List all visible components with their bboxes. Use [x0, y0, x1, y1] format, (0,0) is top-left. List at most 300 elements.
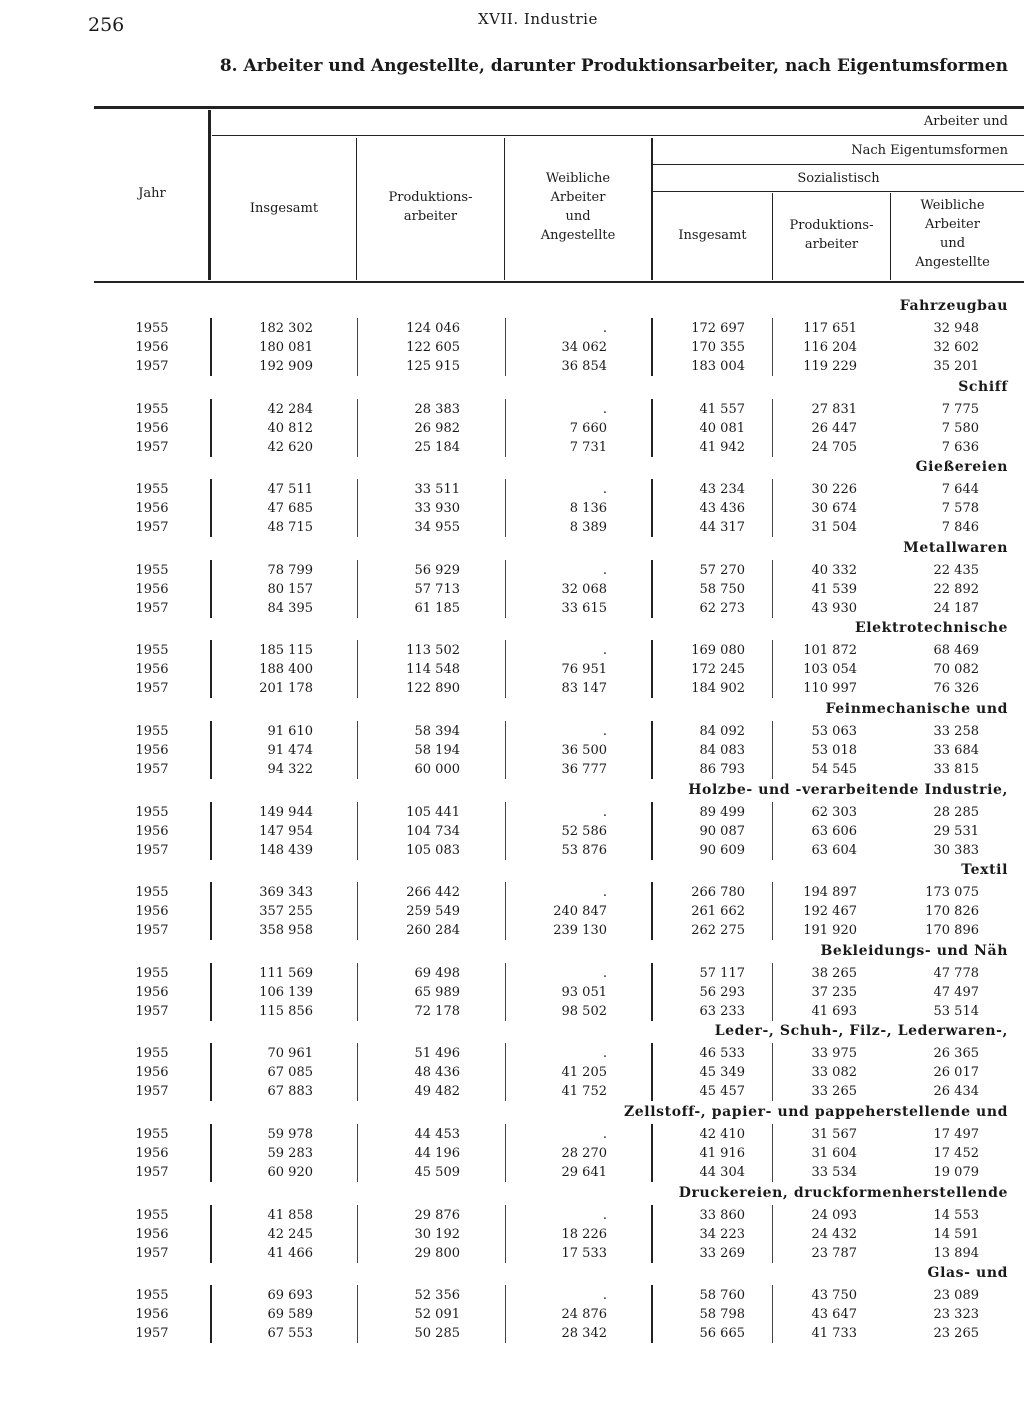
socialist-production-workers-cell: 53 063: [811, 724, 857, 739]
total-cell: 147 954: [259, 823, 313, 839]
year-cell: 1955: [135, 401, 169, 417]
socialist-female-workers-cell: 17 497: [933, 1127, 979, 1142]
socialist-production-workers-cell: 23 787: [811, 1245, 857, 1261]
total-cell: 67 553: [267, 1326, 313, 1342]
socialist-production-workers-cell: 33 975: [811, 1046, 857, 1062]
socialist-production-workers-cell: 119 229: [803, 359, 857, 374]
total-cell: 42 245: [267, 1226, 313, 1242]
production-workers-cell: 104 734: [406, 823, 460, 839]
table-row: [0, 338, 1024, 357]
year-cell: 1956: [135, 1146, 169, 1161]
socialist-total-cell: 266 780: [691, 885, 745, 901]
female-workers-cell: 240 847: [553, 904, 607, 920]
total-cell: 41 466: [267, 1245, 313, 1261]
socialist-production-workers-cell: 33 082: [811, 1065, 857, 1081]
production-workers-cell: 259 549: [406, 904, 460, 920]
socialist-female-workers-cell: 47 497: [933, 984, 979, 1000]
socialist-total-cell: 33 860: [699, 1207, 745, 1223]
table-row: [0, 741, 1024, 760]
total-cell: 369 343: [259, 885, 313, 901]
production-workers-cell: 58 394: [414, 724, 460, 739]
socialist-total-cell: 63 233: [699, 1003, 745, 1019]
year-cell: 1956: [135, 1065, 169, 1081]
production-workers-cell: 26 982: [414, 420, 460, 436]
production-workers-cell: 61 185: [414, 600, 460, 616]
socialist-female-workers-cell: 17 452: [933, 1146, 979, 1161]
table-row: [0, 964, 1024, 983]
table-row: [0, 561, 1024, 580]
socialist-production-workers-cell: 43 750: [811, 1288, 857, 1304]
female-workers-cell: 32 068: [561, 581, 607, 597]
header-year: Jahr: [138, 186, 166, 201]
header-top-rule: [94, 106, 1024, 109]
table-row: [0, 1144, 1024, 1163]
socialist-production-workers-cell: 27 831: [811, 401, 857, 417]
female-workers-cell: .: [602, 1288, 607, 1304]
total-cell: 67 085: [267, 1065, 313, 1081]
socialist-female-workers-cell: 53 514: [933, 1003, 979, 1019]
table-row: [0, 1063, 1024, 1082]
table-row: [0, 1163, 1024, 1182]
year-cell: 1955: [135, 885, 169, 901]
socialist-total-cell: 43 234: [699, 482, 745, 498]
female-workers-cell: 41 205: [561, 1065, 607, 1081]
socialist-total-cell: 44 304: [699, 1165, 745, 1180]
total-cell: 67 883: [267, 1084, 313, 1100]
year-cell: 1957: [135, 1084, 169, 1100]
section-title: Feinmechanische und: [825, 701, 1008, 717]
section-title: Textil: [961, 862, 1008, 879]
total-cell: 40 812: [267, 420, 313, 436]
year-cell: 1955: [135, 321, 169, 336]
female-workers-cell: 17 533: [561, 1245, 607, 1261]
socialist-total-cell: 43 436: [699, 501, 745, 517]
total-cell: 115 856: [259, 1003, 313, 1019]
year-cell: 1957: [135, 600, 169, 616]
table-row: [0, 902, 1024, 921]
socialist-production-workers-cell: 62 303: [811, 804, 857, 820]
year-cell: 1956: [135, 904, 169, 920]
female-workers-cell: .: [602, 965, 607, 981]
year-cell: 1955: [135, 1127, 169, 1142]
socialist-production-workers-cell: 24 705: [811, 439, 857, 455]
female-workers-cell: 28 342: [561, 1326, 607, 1342]
female-workers-cell: 8 136: [569, 501, 607, 517]
socialist-production-workers-cell: 43 930: [811, 600, 857, 616]
socialist-production-workers-cell: 24 432: [811, 1226, 857, 1242]
socialist-female-workers-cell: 22 892: [933, 581, 979, 597]
header-col-production: Produktions- arbeiter: [388, 190, 473, 224]
table-row: [0, 1002, 1024, 1021]
year-cell: 1955: [135, 643, 169, 659]
socialist-production-workers-cell: 38 265: [811, 965, 857, 981]
production-workers-cell: 44 196: [414, 1146, 460, 1161]
table-row: [0, 883, 1024, 902]
socialist-total-cell: 58 750: [699, 581, 745, 597]
table-row: [0, 641, 1024, 660]
female-workers-cell: 7 660: [569, 420, 607, 436]
socialist-female-workers-cell: 7 580: [941, 420, 979, 436]
socialist-female-workers-cell: 26 434: [933, 1084, 979, 1100]
female-workers-cell: 8 389: [569, 520, 607, 536]
socialist-total-cell: 84 083: [699, 743, 745, 758]
year-cell: 1955: [135, 1046, 169, 1062]
female-workers-cell: .: [602, 482, 607, 498]
production-workers-cell: 122 605: [406, 340, 460, 355]
section-title: Bekleidungs- und Näh: [820, 942, 1008, 959]
section-title: Zellstoff-, papier- und pappeherstellende und: [623, 1104, 1008, 1120]
socialist-production-workers-cell: 31 567: [811, 1127, 857, 1142]
socialist-total-cell: 41 916: [699, 1146, 745, 1161]
year-cell: 1956: [135, 743, 169, 758]
production-workers-cell: 52 091: [414, 1307, 460, 1323]
production-workers-cell: 29 800: [414, 1245, 460, 1261]
socialist-production-workers-cell: 40 332: [811, 562, 857, 578]
year-cell: 1956: [135, 420, 169, 436]
female-workers-cell: .: [602, 804, 607, 820]
socialist-total-cell: 261 662: [691, 904, 745, 920]
production-workers-cell: 51 496: [414, 1046, 460, 1062]
total-cell: 47 685: [267, 501, 313, 517]
socialist-female-workers-cell: 7 578: [941, 501, 979, 517]
socialist-production-workers-cell: 110 997: [803, 681, 857, 697]
table-row: [0, 1206, 1024, 1225]
production-workers-cell: 56 929: [414, 562, 460, 578]
table-row: [0, 1244, 1024, 1263]
production-workers-cell: 28 383: [414, 401, 460, 417]
year-cell: 1957: [135, 842, 169, 858]
socialist-production-workers-cell: 116 204: [803, 340, 857, 355]
table-row: [0, 1044, 1024, 1063]
production-workers-cell: 124 046: [406, 321, 460, 336]
table-row: [0, 660, 1024, 679]
total-cell: 91 474: [267, 743, 313, 758]
year-cell: 1955: [135, 1207, 169, 1223]
year-cell: 1955: [135, 804, 169, 820]
total-cell: 149 944: [259, 804, 313, 820]
year-cell: 1956: [135, 340, 169, 355]
female-workers-cell: .: [602, 643, 607, 659]
total-cell: 41 858: [267, 1207, 313, 1223]
socialist-production-workers-cell: 191 920: [803, 923, 857, 939]
production-workers-cell: 45 509: [414, 1165, 460, 1180]
production-workers-cell: 122 890: [406, 681, 460, 697]
year-cell: 1957: [135, 1003, 169, 1019]
socialist-total-cell: 57 117: [699, 965, 745, 981]
female-workers-cell: 34 062: [561, 340, 607, 355]
socialist-female-workers-cell: 23 323: [933, 1307, 979, 1323]
table-title: 8. Arbeiter und Angestellte, darunter Produktionsarbeiter, nach Eigentumsformen: [219, 56, 1008, 76]
total-cell: 48 715: [267, 520, 313, 536]
socialist-female-workers-cell: 19 079: [933, 1165, 979, 1180]
year-cell: 1956: [135, 823, 169, 839]
female-workers-cell: 36 500: [561, 743, 607, 758]
socialist-production-workers-cell: 33 265: [811, 1084, 857, 1100]
socialist-production-workers-cell: 41 693: [811, 1003, 857, 1019]
socialist-total-cell: 62 273: [699, 600, 745, 616]
female-workers-cell: 41 752: [561, 1084, 607, 1100]
total-cell: 180 081: [259, 340, 313, 355]
header-divider-3: [651, 138, 653, 280]
total-cell: 94 322: [267, 762, 313, 777]
socialist-total-cell: 58 760: [699, 1288, 745, 1304]
socialist-total-cell: 84 092: [699, 724, 745, 739]
socialist-total-cell: 86 793: [699, 762, 745, 777]
production-workers-cell: 72 178: [414, 1003, 460, 1019]
total-cell: 59 978: [267, 1127, 313, 1142]
socialist-production-workers-cell: 33 534: [811, 1165, 857, 1180]
total-cell: 59 283: [267, 1146, 313, 1161]
total-cell: 47 511: [267, 482, 313, 498]
production-workers-cell: 69 498: [414, 965, 460, 981]
socialist-female-workers-cell: 32 948: [933, 321, 979, 336]
total-cell: 60 920: [267, 1165, 313, 1180]
socialist-female-workers-cell: 13 894: [933, 1245, 979, 1261]
socialist-total-cell: 34 223: [699, 1226, 745, 1242]
header-sub-production: Produktions- arbeiter: [789, 218, 874, 252]
total-cell: 358 958: [259, 923, 313, 939]
total-cell: 111 569: [259, 965, 313, 981]
socialist-production-workers-cell: 41 733: [811, 1326, 857, 1342]
year-cell: 1956: [135, 984, 169, 1000]
production-workers-cell: 65 989: [414, 984, 460, 1000]
total-cell: 201 178: [259, 681, 313, 697]
socialist-production-workers-cell: 31 604: [811, 1146, 857, 1161]
section-title: Elektrotechnische: [854, 620, 1008, 637]
female-workers-cell: 36 777: [561, 762, 607, 777]
production-workers-cell: 30 192: [414, 1226, 460, 1242]
socialist-female-workers-cell: 24 187: [933, 600, 979, 616]
socialist-total-cell: 57 270: [699, 562, 745, 578]
table-row: [0, 438, 1024, 457]
female-workers-cell: 29 641: [561, 1165, 607, 1180]
year-cell: 1957: [135, 520, 169, 536]
socialist-total-cell: 90 609: [699, 842, 745, 858]
table-row: [0, 1225, 1024, 1244]
socialist-female-workers-cell: 47 778: [933, 965, 979, 981]
socialist-production-workers-cell: 117 651: [803, 321, 857, 336]
socialist-total-cell: 56 665: [699, 1326, 745, 1342]
socialist-female-workers-cell: 14 591: [933, 1226, 979, 1242]
production-workers-cell: 52 356: [414, 1288, 460, 1304]
table-row: [0, 983, 1024, 1002]
running-head: XVII. Industrie: [478, 10, 598, 28]
socialist-female-workers-cell: 28 285: [933, 804, 979, 820]
year-cell: 1957: [135, 923, 169, 939]
socialist-production-workers-cell: 63 604: [811, 842, 857, 858]
socialist-total-cell: 58 798: [699, 1307, 745, 1323]
total-cell: 106 139: [259, 984, 313, 1000]
socialist-production-workers-cell: 37 235: [811, 984, 857, 1000]
socialist-total-cell: 44 317: [699, 520, 745, 536]
production-workers-cell: 29 876: [414, 1207, 460, 1223]
socialist-female-workers-cell: 29 531: [933, 823, 979, 839]
table-row: [0, 1324, 1024, 1343]
header-col-total: Insgesamt: [249, 201, 319, 216]
year-cell: 1956: [135, 501, 169, 517]
socialist-production-workers-cell: 54 545: [811, 762, 857, 777]
year-cell: 1957: [135, 762, 169, 777]
female-workers-cell: .: [602, 724, 607, 739]
production-workers-cell: 44 453: [414, 1127, 460, 1142]
socialist-female-workers-cell: 70 082: [933, 662, 979, 678]
production-workers-cell: 48 436: [414, 1065, 460, 1081]
socialist-total-cell: 45 457: [699, 1084, 745, 1100]
production-workers-cell: 114 548: [406, 662, 460, 678]
female-workers-cell: .: [602, 1046, 607, 1062]
socialist-production-workers-cell: 30 226: [811, 482, 857, 498]
table-row: [0, 1286, 1024, 1305]
socialist-total-cell: 41 557: [699, 401, 745, 417]
section-title: Holzbe- und -verarbeitende Industrie,: [688, 781, 1008, 798]
year-cell: 1957: [135, 681, 169, 697]
socialist-female-workers-cell: 7 846: [941, 520, 979, 536]
section-title: Druckereien, druckformenherstellende: [678, 1184, 1008, 1201]
socialist-total-cell: 33 269: [699, 1245, 745, 1261]
female-workers-cell: .: [602, 1207, 607, 1223]
female-workers-cell: 24 876: [561, 1307, 607, 1323]
socialist-total-cell: 40 081: [699, 420, 745, 436]
header-top-band: Arbeiter und: [923, 114, 1008, 129]
table-row: [0, 518, 1024, 537]
year-cell: 1956: [135, 662, 169, 678]
section-title: Metallwaren: [903, 539, 1008, 556]
production-workers-cell: 57 713: [414, 581, 460, 597]
socialist-total-cell: 45 349: [699, 1065, 745, 1081]
year-cell: 1957: [135, 359, 169, 374]
socialist-production-workers-cell: 26 447: [811, 420, 857, 436]
header-bottom-rule: [94, 281, 1024, 283]
table-row: [0, 319, 1024, 338]
total-cell: 185 115: [259, 643, 313, 659]
socialist-production-workers-cell: 192 467: [803, 904, 857, 920]
year-cell: 1955: [135, 1288, 169, 1304]
socialist-female-workers-cell: 26 365: [933, 1046, 979, 1062]
production-workers-cell: 113 502: [406, 643, 460, 659]
year-cell: 1957: [135, 1245, 169, 1261]
total-cell: 188 400: [259, 662, 313, 678]
female-workers-cell: 33 615: [561, 600, 607, 616]
table-row: [0, 803, 1024, 822]
total-cell: 69 693: [267, 1288, 313, 1304]
female-workers-cell: .: [602, 321, 607, 336]
socialist-production-workers-cell: 53 018: [811, 743, 857, 758]
socialist-female-workers-cell: 173 075: [925, 885, 979, 901]
socialist-total-cell: 170 355: [691, 340, 745, 355]
socialist-total-cell: 262 275: [691, 923, 745, 939]
production-workers-cell: 125 915: [406, 359, 460, 374]
table-row: [0, 580, 1024, 599]
female-workers-cell: .: [602, 885, 607, 901]
socialist-female-workers-cell: 23 089: [933, 1288, 979, 1304]
female-workers-cell: .: [602, 562, 607, 578]
year-cell: 1955: [135, 965, 169, 981]
female-workers-cell: 18 226: [561, 1226, 607, 1242]
header-socialist-rule: [653, 191, 1024, 192]
year-cell: 1955: [135, 724, 169, 739]
year-cell: 1957: [135, 439, 169, 455]
table-row: [0, 679, 1024, 698]
production-workers-cell: 105 083: [406, 842, 460, 858]
socialist-female-workers-cell: 7 775: [941, 401, 979, 417]
production-workers-cell: 34 955: [414, 520, 460, 536]
socialist-production-workers-cell: 103 054: [803, 662, 857, 678]
header-band-rule: [212, 135, 1024, 136]
socialist-female-workers-cell: 26 017: [933, 1065, 979, 1081]
female-workers-cell: 7 731: [569, 439, 607, 455]
socialist-total-cell: 90 087: [699, 823, 745, 839]
table-row: [0, 400, 1024, 419]
female-workers-cell: 53 876: [561, 842, 607, 858]
header-sub-female: Weibliche Arbeiter und Angestellte: [915, 198, 990, 270]
socialist-production-workers-cell: 194 897: [803, 885, 857, 901]
female-workers-cell: 36 854: [561, 359, 607, 374]
socialist-female-workers-cell: 33 815: [933, 762, 979, 777]
socialist-total-cell: 46 533: [699, 1046, 745, 1062]
socialist-female-workers-cell: 32 602: [933, 340, 979, 355]
total-cell: 42 284: [267, 401, 313, 417]
socialist-total-cell: 172 697: [691, 321, 745, 336]
total-cell: 80 157: [267, 581, 313, 597]
female-workers-cell: .: [602, 401, 607, 417]
socialist-production-workers-cell: 101 872: [803, 643, 857, 659]
socialist-female-workers-cell: 33 684: [933, 743, 979, 758]
production-workers-cell: 58 194: [414, 743, 460, 758]
section-title: Gießereien: [915, 459, 1008, 476]
socialist-production-workers-cell: 43 647: [811, 1307, 857, 1323]
table-row: [0, 1125, 1024, 1144]
production-workers-cell: 25 184: [414, 439, 460, 455]
socialist-total-cell: 89 499: [699, 804, 745, 820]
header-socialist: Sozialistisch: [797, 171, 880, 186]
production-workers-cell: 266 442: [406, 885, 460, 901]
year-cell: 1957: [135, 1165, 169, 1180]
header-by-ownership: Nach Eigentumsformen: [851, 143, 1008, 158]
table-row: [0, 480, 1024, 499]
female-workers-cell: 83 147: [561, 681, 607, 697]
female-workers-cell: 93 051: [561, 984, 607, 1000]
total-cell: 357 255: [259, 904, 313, 920]
female-workers-cell: 239 130: [553, 923, 607, 939]
table-row: [0, 921, 1024, 940]
year-cell: 1955: [135, 482, 169, 498]
socialist-production-workers-cell: 41 539: [811, 581, 857, 597]
total-cell: 182 302: [259, 321, 313, 336]
socialist-female-workers-cell: 170 896: [925, 923, 979, 939]
page-number: 256: [88, 14, 125, 36]
header-year-divider: [208, 110, 211, 280]
socialist-female-workers-cell: 30 383: [933, 842, 979, 858]
production-workers-cell: 50 285: [414, 1326, 460, 1342]
year-cell: 1956: [135, 581, 169, 597]
socialist-female-workers-cell: 23 265: [933, 1326, 979, 1342]
socialist-total-cell: 169 080: [691, 643, 745, 659]
table-row: [0, 1082, 1024, 1101]
socialist-production-workers-cell: 30 674: [811, 501, 857, 517]
table-row: [0, 419, 1024, 438]
year-cell: 1956: [135, 1226, 169, 1242]
socialist-production-workers-cell: 63 606: [811, 823, 857, 839]
production-workers-cell: 33 511: [414, 482, 460, 498]
socialist-total-cell: 41 942: [699, 439, 745, 455]
table-row: [0, 760, 1024, 779]
header-col-female: Weibliche Arbeiter und Angestellte: [540, 171, 616, 243]
total-cell: 69 589: [267, 1307, 313, 1323]
table-row: [0, 841, 1024, 860]
female-workers-cell: 28 270: [561, 1146, 607, 1161]
socialist-female-workers-cell: 7 636: [941, 439, 979, 455]
socialist-female-workers-cell: 7 644: [941, 482, 979, 498]
